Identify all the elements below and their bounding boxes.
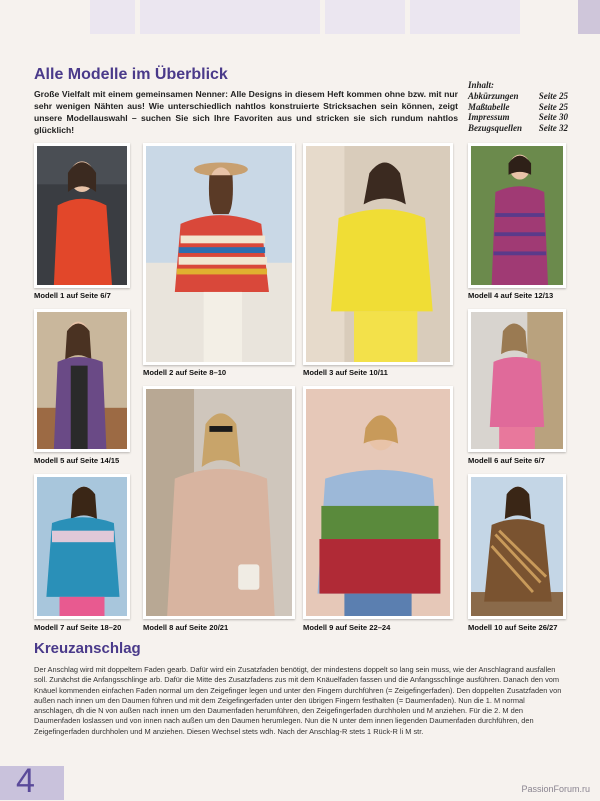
page-number-block [0, 762, 64, 800]
top-decor-block [410, 0, 520, 34]
page-title: Alle Modelle im Überblick [34, 66, 228, 83]
sweater-shape [46, 517, 119, 597]
model-9-photo[interactable] [303, 386, 453, 619]
model-1-photo[interactable] [34, 143, 130, 288]
model-7-caption: Modell 7 auf Seite 18–20 [34, 623, 122, 632]
sweater-shape [167, 469, 275, 616]
toc-page: Seite 30 [538, 112, 568, 122]
top-decor-block [325, 0, 405, 34]
top-decor-block [140, 0, 320, 34]
model-3-photo[interactable] [303, 143, 453, 365]
model-7-photo[interactable] [34, 474, 130, 619]
toc-label: Maßtabelle [468, 101, 510, 112]
model-10-photo[interactable] [468, 474, 566, 619]
watermark: PassionForum.ru [521, 784, 590, 794]
model-5-photo[interactable] [34, 309, 130, 452]
toc-page: Seite 32 [538, 122, 568, 133]
page-number: 4 [16, 762, 35, 800]
toc-label: Impressum [468, 112, 510, 122]
model-4-photo[interactable] [468, 143, 566, 288]
intro-text: Große Vielfalt mit einem gemeinsamen Nenner: Alle Designs in diesem Heft kommen ohne bzw. mit nur sehr wenigen Nähten aus! Wie unterschiedlich nahtlos konstruierte Stricksachen sein können, zeigt unsere Modellauswahl – suchen Sie sich Ihre Favoriten aus und stricken sie sich rundum nahtlos glücklich! [34, 89, 458, 135]
model-10-caption: Modell 10 auf Seite 26/27 [468, 623, 558, 632]
model-2-caption: Modell 2 auf Seite 8–10 [143, 368, 227, 377]
model-4-caption: Modell 4 auf Seite 12/13 [468, 291, 554, 300]
toc-title: Inhalt: [468, 80, 495, 90]
sweater-shape [331, 209, 433, 311]
top-decor-block [90, 0, 135, 34]
model-9-caption: Modell 9 auf Seite 22–24 [303, 623, 391, 632]
sweater-shape [54, 199, 112, 285]
toc-entry[interactable] [468, 91, 568, 102]
model-2-photo[interactable] [143, 143, 295, 365]
toc-label: Abkürzungen [468, 91, 519, 101]
top-decor-block [578, 0, 600, 34]
toc-entry[interactable] [468, 123, 568, 134]
sweater-shape [175, 215, 269, 292]
toc-page: Seite 25 [538, 91, 568, 101]
model-6-caption: Modell 6 auf Seite 6/7 [468, 456, 545, 465]
toc-page: Seite 25 [538, 101, 568, 112]
top-bar [0, 0, 600, 36]
model-5-caption: Modell 5 auf Seite 14/15 [34, 456, 120, 465]
model-3-caption: Modell 3 auf Seite 10/11 [303, 368, 388, 377]
section-title: Kreuzanschlag [34, 640, 141, 657]
section-body: Der Anschlag wird mit doppeltem Faden gearb. Dafür wird ein Zusatzfaden benötigt, der mindestens doppelt so lang sein muss, wie der Anschlagrand ausfallen soll. Zunächst die Anfangsschlinge arb. Dafür die Mitte des Zusatzfadens zus mit dem Knäuelfaden fassen und die Anfangsschlinge ausführen. Danach den vom Knäuel kommenden einfachen Faden normal um den Zeigefinger legen und unter den Fingern durchführen (= Zeigefingerfaden). Den doppelten Zusatzfaden von außen nach innen um den Daumen führen und mit dem Zeigefingerfaden unter den übrigen Fingern festhalten (= Daumenfaden). Nun die 1. M normal anschlagen, dh die N von außen nach innen um den Daumenfaden herumführen, den Zeigefingerfaden durchholen und M anziehen. Für die 2. M den Daumenfaden loslassen und von innen nach außen um den Daumen herumlegen. Nun die N unter dem innen liegenden Daumenfaden durchführen, den Zeigefingerfaden durchholen und M anziehen. Diesen Wechsel stets wdh. Nach der Anschlag-R stets 1 Rück-R li M str. [34, 665, 562, 736]
model-6-photo[interactable] [468, 309, 566, 452]
toc-entry[interactable] [468, 102, 568, 113]
toc-entry[interactable] [468, 112, 568, 123]
table-of-contents [468, 80, 568, 133]
model-8-caption: Modell 8 auf Seite 20/21 [143, 623, 229, 632]
model-8-photo[interactable] [143, 386, 295, 619]
model-1-caption: Modell 1 auf Seite 6/7 [34, 291, 111, 300]
toc-label: Bezugsquellen [468, 122, 523, 133]
sweater-shape [490, 357, 544, 427]
